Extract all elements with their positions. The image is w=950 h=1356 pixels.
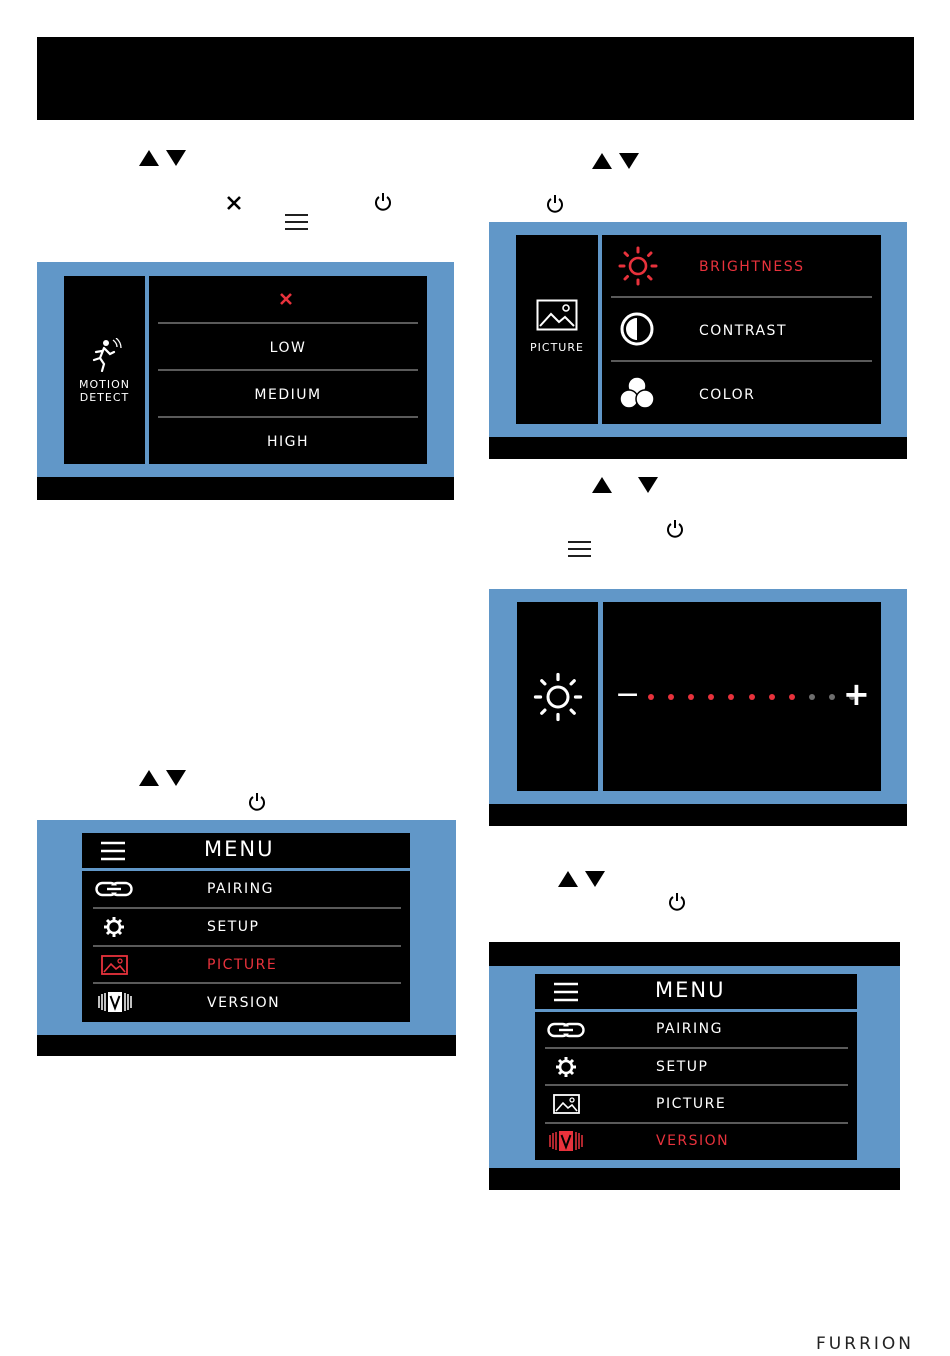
link-icon (547, 1022, 585, 1043)
menu-title: MENU (655, 978, 726, 1002)
main-menu-version-screen (489, 942, 900, 1190)
sidebar-label: PICTURE (530, 341, 584, 354)
color-icon (617, 374, 657, 417)
down-arrow-icon (638, 477, 659, 494)
option-contrast[interactable]: CONTRAST (699, 323, 787, 339)
menu-item-version[interactable]: VERSION (207, 995, 281, 1011)
option-color[interactable]: COLOR (699, 387, 756, 403)
motion-detect-screen (37, 262, 454, 500)
menu-item-setup[interactable]: SETUP (656, 1059, 709, 1075)
link-icon (95, 881, 133, 902)
menu-title: MENU (204, 837, 275, 861)
menu-header (82, 833, 410, 868)
power-icon (374, 192, 392, 211)
menu-lines-icon (554, 982, 578, 1007)
gear-icon (555, 1056, 577, 1083)
menu-item-picture[interactable]: PICTURE (207, 957, 278, 973)
sidebar-label: MOTION DETECT (79, 378, 130, 404)
brightness-slider-panel (603, 602, 881, 791)
slider-step-dot (749, 694, 755, 700)
brightness-icon (618, 246, 658, 291)
menu-lines-icon (285, 213, 308, 231)
menu-lines-icon (568, 540, 591, 558)
main-menu-picture-screen (37, 820, 456, 1056)
slider-plus[interactable]: + (843, 675, 870, 713)
up-down-arrows-icon (558, 871, 606, 888)
brightness-icon (533, 672, 583, 727)
gear-icon (103, 916, 125, 943)
menu-item-version[interactable]: VERSION (656, 1133, 730, 1149)
slider-step-dot (708, 694, 714, 700)
menu-header (535, 974, 857, 1009)
slider-minus[interactable]: − (615, 677, 641, 712)
brightness-screen (489, 589, 907, 826)
option-medium[interactable]: MEDIUM (254, 387, 322, 403)
close-icon (226, 195, 242, 211)
menu-item-picture[interactable]: PICTURE (656, 1096, 727, 1112)
option-low[interactable]: LOW (269, 340, 307, 356)
header-bar (37, 37, 914, 120)
menu-lines-icon (101, 841, 125, 866)
menu-list (82, 871, 410, 1022)
menu-item-pairing[interactable]: PAIRING (656, 1021, 723, 1037)
brand-logo: FURRION (816, 1334, 914, 1354)
motion-detect-sidebar (64, 276, 145, 464)
slider-step-dot (668, 694, 674, 700)
power-icon (546, 194, 564, 213)
power-icon (668, 892, 686, 911)
menu-list (535, 1012, 857, 1160)
menu-item-pairing[interactable]: PAIRING (207, 881, 274, 897)
picture-icon (553, 1094, 580, 1119)
close-icon[interactable] (279, 292, 293, 311)
up-down-arrows-icon (592, 153, 640, 170)
running-person-icon (88, 338, 124, 377)
option-brightness[interactable]: BRIGHTNESS (699, 259, 805, 275)
option-high[interactable]: HIGH (266, 434, 310, 450)
picture-icon (536, 299, 578, 336)
picture-screen (489, 222, 907, 459)
version-icon (548, 1129, 584, 1158)
up-down-arrows-icon (139, 770, 187, 787)
slider-step-dot (728, 694, 734, 700)
brightness-sidebar (517, 602, 598, 791)
power-icon (666, 519, 684, 538)
version-icon (97, 990, 133, 1019)
up-down-arrows-icon (139, 150, 187, 167)
slider-step-dot (829, 694, 835, 700)
picture-sidebar (516, 235, 598, 424)
up-arrow-icon (592, 477, 613, 494)
power-icon (248, 792, 266, 811)
slider-step-dot (648, 694, 654, 700)
brightness-slider[interactable] (603, 602, 881, 791)
slider-step-dot (769, 694, 775, 700)
slider-step-dot (789, 694, 795, 700)
slider-step-dot (809, 694, 815, 700)
motion-detect-options (149, 276, 427, 464)
menu-item-setup[interactable]: SETUP (207, 919, 260, 935)
contrast-icon (619, 311, 655, 352)
picture-options (602, 235, 881, 424)
slider-step-dot (688, 694, 694, 700)
picture-icon (101, 955, 128, 980)
